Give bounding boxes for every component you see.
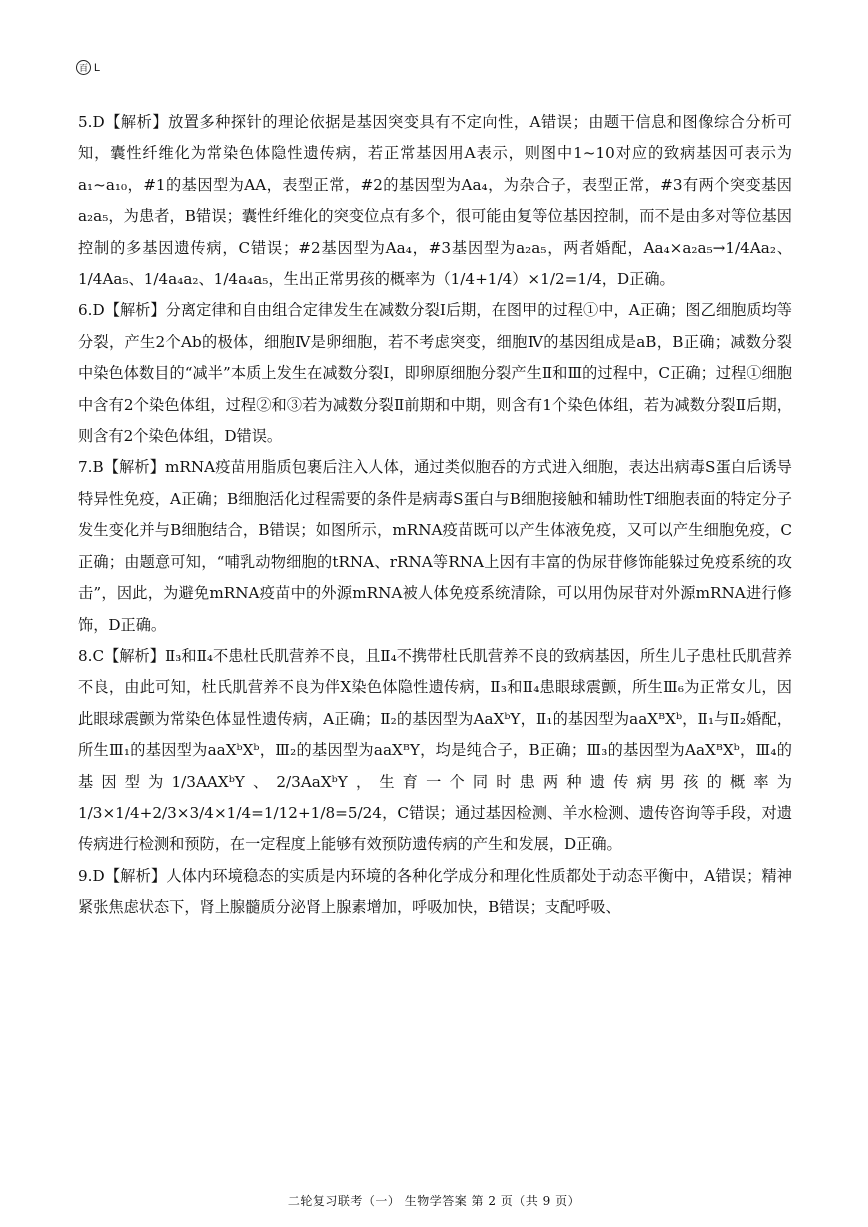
page-footer: 二轮复习联考（一） 生物学答案 第 2 页（共 9 页） (287, 1194, 581, 1208)
answer-paragraph-6: 6.D【解析】分离定律和自由组合定律发生在减数分裂Ⅰ后期，在图甲的过程①中，A正确；图乙细胞质均等分裂，产生2个Ab的极体，细胞Ⅳ是卵细胞，若不考虑突变，细胞Ⅳ的基因组成是aB，B正确；减数分裂中染色体数目的“减半”本质上发生在减数分裂Ⅰ，即卵原细胞分裂产生Ⅱ和Ⅲ的过程中，C正确；过程①细胞中含有2个染色体组，过程②和③若为减数分裂Ⅱ前期和中期，则含有1个染色体组，若为减数分裂Ⅱ后期，则含有2个染色体组，D错误。 (78, 301, 792, 446)
answer-paragraph-5: 5.D【解析】放置多种探针的理论依据是基因突变具有不定向性，A错误；由题干信息和图像综合分析可知，囊性纤维化为常染色体隐性遗传病，若正常基因用A表示，则图中1~10对应的致病基因可表示为a₁~a₁₀，#1的基因型为AA，表型正常，#2的基因型为Aa₄，为杂合子，表型正常，#3有两个突变基因a₂a₅，为患者，B错误；囊性纤维化的突变位点有多个，很可能由复等位基因控制，而不是由多对等位基因控制的多基因遗传病，C错误；#2基因型为Aa₄，#3基因型为a₂a₅，两者婚配，Aa₄×a₂a₅→1/4Aa₂、1/4Aa₅、1/4a₄a₂、1/4a₄a₅，生出正常男孩的概率为（1/4+1/4）×1/2=1/4，D正确。 (78, 113, 792, 289)
answer-content (78, 107, 792, 924)
publisher-logo (76, 60, 100, 75)
logo-mark: 百 (76, 60, 91, 75)
answer-paragraph-8: 8.C【解析】Ⅱ₃和Ⅱ₄不患杜氏肌营养不良，且Ⅱ₄不携带杜氏肌营养不良的致病基因，所生儿子患杜氏肌营养不良，由此可知，杜氏肌营养不良为伴X染色体隐性遗传病，Ⅱ₃和Ⅱ₄患眼球震颤，所生Ⅲ₆为正常女儿，因此眼球震颤为常染色体显性遗传病，A正确；Ⅱ₂的基因型为AaXᵇY，Ⅱ₁的基因型为aaXᴮXᵇ，Ⅱ₁与Ⅱ₂婚配，所生Ⅲ₁的基因型为aaXᵇXᵇ，Ⅲ₂的基因型为aaXᴮY，均是纯合子，B正确；Ⅲ₃的基因型为AaXᴮXᵇ，Ⅲ₄的基因型为1/3AAXᵇY、2/3AaXᵇY，生育一个同时患两种遗传病男孩的概率为1/3×1/4+2/3×3/4×1/4=1/12+1/8=5/24，C错误；通过基因检测、羊水检测、遗传咨询等手段，对遗传病进行检测和预防，在一定程度上能够有效预防遗传病的产生和发展，D正确。 (78, 646, 792, 854)
answer-paragraph-9: 9.D【解析】人体内环境稳态的实质是内环境的各种化学成分和理化性质都处于动态平衡中，A错误；精神紧张焦虑状态下，肾上腺髓质分泌肾上腺素增加，呼吸加快，B错误；支配呼吸、 (78, 866, 792, 917)
logo-letter: L (94, 61, 101, 74)
answer-paragraph-7: 7.B【解析】mRNA疫苗用脂质包裹后注入人体，通过类似胞吞的方式进入细胞，表达出病毒S蛋白后诱导特异性免疫，A正确；B细胞活化过程需要的条件是病毒S蛋白与B细胞接触和辅助性T细胞表面的特定分子发生变化并与B细胞结合，B错误；如图所示，mRNA疫苗既可以产生体液免疫，又可以产生细胞免疫，C正确；由题意可知，“哺乳动物细胞的tRNA、rRNA等RNA上因有丰富的伪尿苷修饰能躲过免疫系统的攻击”，因此，为避免mRNA疫苗中的外源mRNA被人体免疫系统清除，可以用伪尿苷对外源mRNA进行修饰，D正确。 (78, 458, 792, 634)
